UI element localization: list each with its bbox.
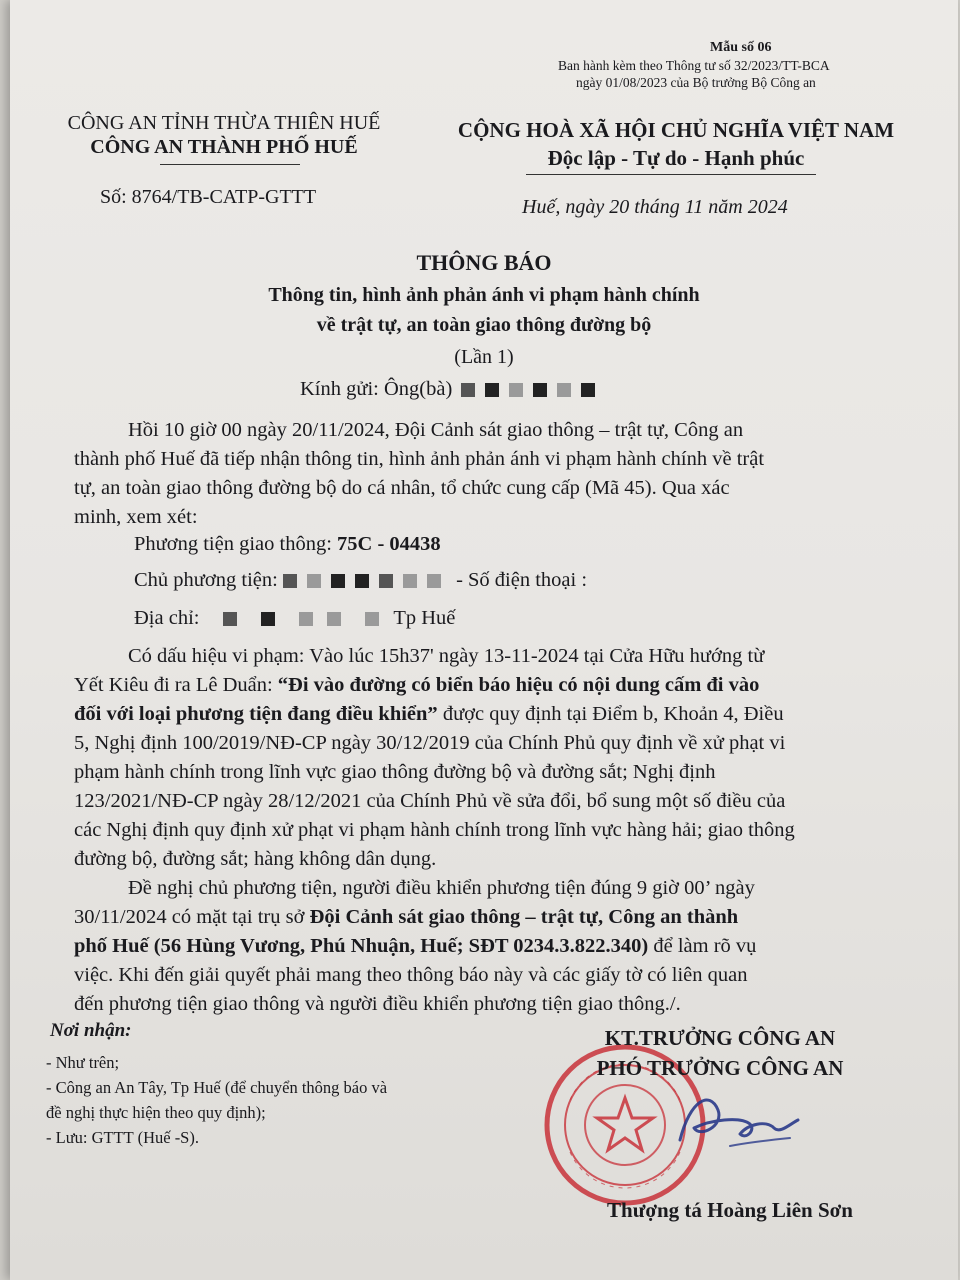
form-legal-basis: Ban hành kèm theo Thông tư số 32/2023/TT-BCA [558,58,830,73]
violation-paragraph [74,642,904,874]
signer-name: Thượng tá Hoàng Liên Sơn [607,1198,853,1222]
request-office-address: phố Huế (56 Hùng Vương, Phú Nhuận, Huế; SĐT 0234.3.822.340) [74,935,649,957]
handwritten-signature [670,1080,810,1160]
address-city: Tp Huế [393,607,456,629]
intro-line: Hồi 10 giờ 00 ngày 20/11/2024, Đội Cảnh sát giao thông – trật tự, Công an [128,419,744,441]
national-motto: Độc lập - Tự do - Hạnh phúc [547,146,805,170]
phone-label: - Số điện thoại : [456,569,588,591]
violation-line: đường bộ, đường sắt; hàng không dân dụng. [74,848,437,870]
address-line [134,604,455,633]
violation-line: phạm hành chính trong lĩnh vực giao thông đường bộ và đường sắt; Nghị định [74,761,716,783]
intro-line: thành phố Huế đã tiếp nhận thông tin, hình ảnh phản ánh vi phạm hành chính về trật [74,448,765,470]
violation-line: Có dấu hiệu vi phạm: Vào lúc 15h37' ngày 13-11-2024 tại Cửa Hữu hướng từ [128,645,765,667]
request-line-start: 30/11/2024 có mặt tại trụ sở [74,906,310,928]
intro-line: minh, xem xét: [74,506,198,528]
issue-count: (Lần 1) [454,346,514,368]
request-paragraph [74,874,904,1019]
redacted-owner-name [283,569,456,591]
license-plate: 75C - 04438 [337,533,441,555]
vehicle-line [134,530,441,559]
signature-role-1: KT.TRƯỞNG CÔNG AN [604,1026,836,1050]
request-line: đến phương tiện giao thông và người điều khiển phương tiện giao thông./. [74,993,681,1015]
vehicle-label: Phương tiện giao thông: [134,533,338,555]
document-title: THÔNG BÁO [416,250,552,275]
owner-label: Chủ phương tiện: [134,569,278,591]
recipient-item: - Lưu: GTTT (Huế -S). [46,1128,199,1147]
violation-regulation: được quy định tại Điểm b, Khoản 4, Điều [437,703,784,725]
violation-line: các Nghị định quy định xử phạt vi phạm hành chính trong lĩnh vực hàng hải; giao thông [74,819,795,841]
issue-date: Huế, ngày 20 tháng 11 năm 2024 [522,196,788,218]
recipients-title: Nơi nhận: [50,1020,132,1041]
recipient-item: - Như trên; [46,1053,120,1072]
intro-paragraph [74,416,904,532]
nation-title: CỘNG HOÀ XÃ HỘI CHỦ NGHĨA VIỆT NAM [457,118,895,142]
recipients-list [46,1050,387,1150]
recipient-item: - Công an An Tây, Tp Huế (để chuyển thông báo và [46,1078,388,1097]
violation-location: Yết Kiêu đi ra Lê Duẩn: [74,674,278,696]
form-legal-date: ngày 01/08/2023 của Bộ trưởng Bộ Công an [576,75,816,90]
signature-role-2: PHÓ TRƯỞNG CÔNG AN [596,1056,844,1080]
redacted-address [223,607,394,629]
agency-name: CÔNG AN THÀNH PHỐ HUẾ [90,136,358,158]
recipient-item: đề nghị thực hiện theo quy định); [46,1103,266,1122]
document-page [10,0,958,1280]
violation-line: 123/2021/NĐ-CP ngày 28/12/2021 của Chính Phủ về sửa đổi, bổ sung một số điều của [74,790,786,812]
agency-parent: CÔNG AN TỈNH THỪA THIÊN HUẾ [67,112,381,134]
agency-underline [160,164,300,165]
document-number: Số: 8764/TB-CATP-GTTT [100,186,317,208]
motto-underline [526,174,816,175]
address-label: Địa chỉ: [134,607,200,629]
recipient-label: Kính gửi: Ông(bà) [300,378,453,400]
document-subtitle-2: về trật tự, an toàn giao thông đường bộ [316,314,652,336]
violation-description: “Đi vào đường có biển báo hiệu có nội dung cấm đi vào [277,674,760,696]
violation-line: 5, Nghị định 100/2019/NĐ-CP ngày 30/12/2019 của Chính Phủ quy định về xử phạt vi [74,732,786,754]
document-subtitle-1: Thông tin, hình ảnh phản ánh vi phạm hành chính [268,284,700,306]
owner-line [134,566,587,595]
request-office: Đội Cảnh sát giao thông – trật tự, Công an thành [309,906,739,928]
request-line-end: để làm rõ vụ [648,935,757,957]
intro-line: tự, an toàn giao thông đường bộ do cá nhân, tổ chức cung cấp (Mã 45). Qua xác [74,477,730,499]
request-line: việc. Khi đến giải quyết phải mang theo thông báo này và các giấy tờ có liên quan [74,964,748,986]
request-line: Đề nghị chủ phương tiện, người điều khiển phương tiện đúng 9 giờ 00’ ngày [128,877,755,899]
redacted-recipient-name [461,378,605,400]
form-number: Mẫu số 06 [710,40,772,55]
violation-description-end: đối với loại phương tiện đang điều khiển” [74,703,438,725]
recipient-line [300,378,605,401]
